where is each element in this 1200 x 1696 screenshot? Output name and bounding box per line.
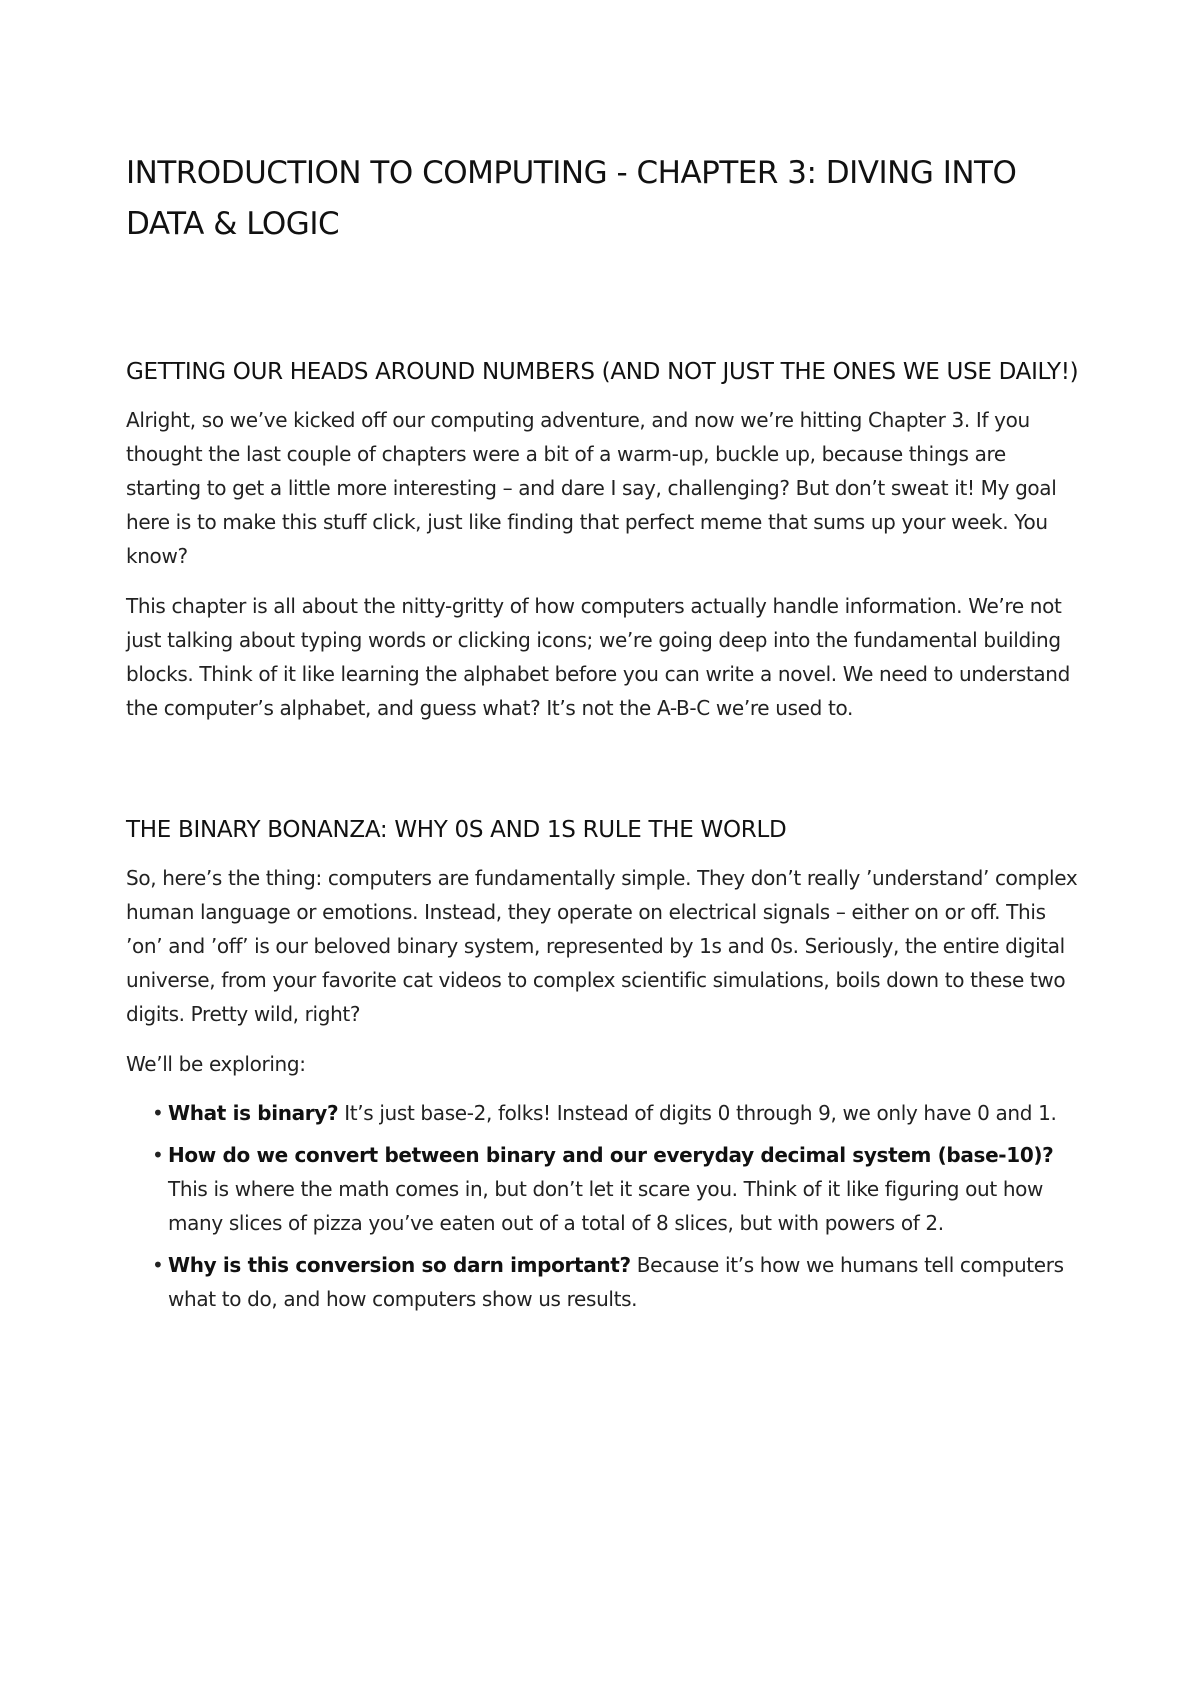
list-item-text: It’s just base-2, folks! Instead of digits 0 through 9, we only have 0 and 1. bbox=[338, 1101, 1057, 1125]
list-item bbox=[152, 1096, 1086, 1130]
body-paragraph: Alright, so we’ve kicked off our computing adventure, and now we’re hitting Chapter 3. If you thought the last couple of chapters were a bit of a warm-up, buckle up, because things are starting to get a little more interesting – and dare I say, challenging? But don’t sweat it! My goal here is to make this stuff click, just like finding that perfect meme that sums up your week. You know? bbox=[126, 408, 1057, 568]
list-item-lead: Why is this conversion so darn important? bbox=[168, 1253, 631, 1277]
list-item bbox=[152, 1138, 1086, 1240]
document-page bbox=[126, 148, 1086, 1324]
body-paragraph: This chapter is all about the nitty-gritty of how computers actually handle information. We’re not just talking about typing words or clicking icons; we’re going deep into the fundamental building blocks. Think of it like learning the alphabet before you can write a novel. We need to understand the computer’s alphabet, and guess what? It’s not the A-B-C we’re used to. bbox=[126, 594, 1070, 720]
body-paragraph: We’ll be exploring: bbox=[126, 1052, 306, 1076]
list-item-text: Because it’s how we humans tell computers what to do, and how computers show us results. bbox=[168, 1253, 1064, 1311]
bullet-marker: • bbox=[152, 1101, 164, 1125]
section-heading-binary: THE BINARY BONANZA: WHY 0S AND 1S RULE THE WORLD bbox=[126, 817, 787, 843]
bullet-marker: • bbox=[152, 1253, 164, 1277]
list-item bbox=[152, 1248, 1086, 1316]
list-item-lead: What is binary? bbox=[168, 1101, 339, 1125]
bullet-marker: • bbox=[152, 1143, 164, 1167]
exploring-list bbox=[126, 1096, 1086, 1316]
list-item-lead: How do we convert between binary and our everyday decimal system (base-10)? bbox=[168, 1143, 1054, 1167]
section-heading-numbers: GETTING OUR HEADS AROUND NUMBERS (AND NOT JUST THE ONES WE USE DAILY!) bbox=[126, 359, 1079, 385]
list-item-text: This is where the math comes in, but don’t let it scare you. Think of it like figuring out how many slices of pizza you’ve eaten out of a total of 8 slices, but with powers of 2. bbox=[168, 1177, 1044, 1235]
body-paragraph: So, here’s the thing: computers are fundamentally simple. They don’t really ’understand’ complex human language or emotions. Instead, they operate on electrical signals – either on or off. This ’on’ and ’off’ is our beloved binary system, represented by 1s and 0s. Seriously, the entire digital universe, from your favorite cat videos to complex scientific simulations, boils down to these two digits. Pretty wild, right? bbox=[126, 866, 1078, 1026]
document-title: INTRODUCTION TO COMPUTING - CHAPTER 3: DIVING INTO DATA & LOGIC bbox=[126, 155, 1017, 242]
